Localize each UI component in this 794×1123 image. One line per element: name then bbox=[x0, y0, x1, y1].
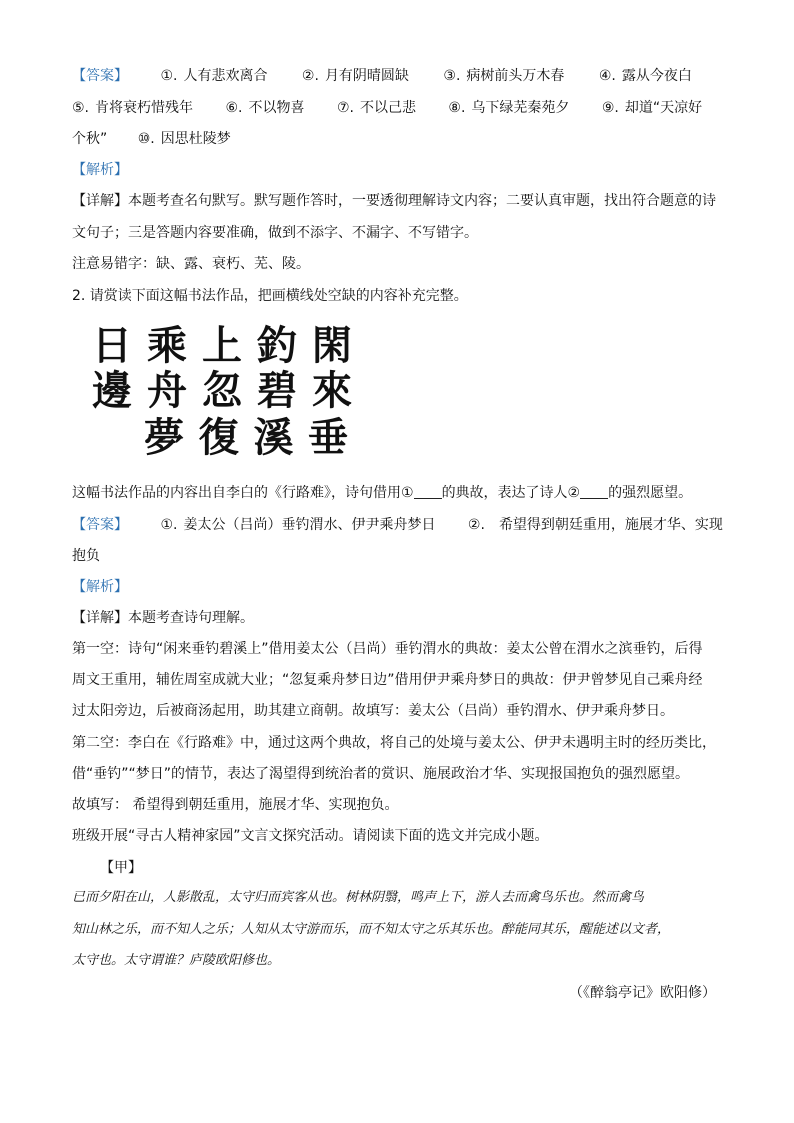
analysis-tag: 【解析】 bbox=[72, 579, 128, 595]
section-intro: 班级开展“寻古人精神家园”文言文探究活动。请阅读下面的选文并完成小题。 bbox=[72, 828, 549, 844]
answer-item: ⑥. 不以物喜 bbox=[225, 100, 305, 116]
answer-item: ③. 病树前头万木春 bbox=[443, 68, 565, 84]
answer-item: 个秋” bbox=[72, 131, 108, 147]
answer-item: ②. 希望得到朝廷重用，施展才华、实现 bbox=[467, 517, 723, 533]
question-text: 这幅书法作品的内容出自李白的《行路难》，诗句借用① 的典故，表达了诗人② 的强烈愿望。 bbox=[72, 485, 693, 501]
calligraphy-char: 邊 bbox=[92, 367, 132, 414]
paragraph-line: 借“垂钓”“梦日”的情节，表达了渴望得到统治者的赏识、施展政治才华、实现报国抱负的强烈愿望。 bbox=[72, 766, 690, 782]
blank-line bbox=[414, 484, 442, 499]
calligraphy-char: 夢 bbox=[144, 414, 184, 461]
calligraphy-row-3 bbox=[138, 414, 354, 461]
calligraphy-char: 忽 bbox=[202, 367, 242, 414]
calligraphy-char: 閑 bbox=[312, 322, 352, 369]
answer-item: ⑩. 因思杜陵梦 bbox=[137, 131, 231, 147]
answer-line-2 bbox=[72, 98, 702, 118]
answer-line-3 bbox=[72, 129, 231, 149]
calligraphy-char: 釣 bbox=[257, 322, 297, 369]
classical-text-line: 太守也。太守谓谁？庐陵欧阳修也。 bbox=[72, 953, 281, 968]
calligraphy-char: 來 bbox=[312, 367, 352, 414]
paragraph-line: 过太阳旁边，后被商汤起用，助其建立商朝。故填写：姜太公（吕尚）垂钓渭水、伊尹乘舟梦日。 bbox=[72, 703, 674, 719]
paragraph-line: 周文王重用，辅佐周室成就大业；“忽复乘舟梦日边”借用伊尹乘舟梦日的典故：伊尹曾梦见自己乘舟经 bbox=[72, 672, 703, 688]
paragraph-line: 第二空：李白在《行路难》中，通过这两个典故，将自己的处境与姜太公、伊尹未遇明主时的经历类比， bbox=[72, 735, 716, 751]
blank-line bbox=[580, 484, 608, 499]
calligraphy-char: 垂 bbox=[307, 414, 348, 461]
calligraphy-row-1 bbox=[86, 322, 358, 369]
answer-tag: 【答案】 bbox=[72, 68, 128, 84]
answer-line bbox=[72, 515, 723, 535]
detail-text: 【详解】本题考查名句默写。默写题作答时，一要透彻理解诗文内容；二要认真审题，找出符合题意的诗 bbox=[72, 193, 716, 209]
answer-item: ④. 露从今夜白 bbox=[598, 68, 692, 84]
calligraphy-char: 舟 bbox=[147, 367, 187, 414]
classical-text-line: 已而夕阳在山，人影散乱，太守归而宾客从也。树林阴翳，鸣声上下，游人去而禽鸟乐也。然而禽鸟 bbox=[72, 890, 645, 905]
calligraphy-char: 溪 bbox=[253, 414, 294, 461]
answer-item: ⑨. 却道“天凉好 bbox=[601, 100, 703, 116]
answer-item: ⑧. 乌下绿芜秦苑夕 bbox=[448, 100, 570, 116]
paragraph-line: 故填写： 希望得到朝廷重用，施展才华、实现抱负。 bbox=[72, 797, 399, 813]
answer-item: ⑤. 肯将衰朽惜残年 bbox=[72, 100, 194, 116]
paragraph-line: 第一空：诗句“闲来垂钓碧溪上”借用姜太公（吕尚）垂钓渭水的典故：姜太公曾在渭水之滨垂钓，后得 bbox=[72, 641, 703, 657]
answer-item: ①. 姜太公（吕尚）垂钓渭水、伊尹乘舟梦日 bbox=[160, 517, 436, 533]
note-text: 注意易错字：缺、露、衰朽、芜、陵。 bbox=[72, 256, 310, 272]
answer-item: ①. 人有悲欢离合 bbox=[160, 68, 268, 84]
answer-cont: 抱负 bbox=[72, 548, 100, 564]
calligraphy-char: 碧 bbox=[257, 367, 297, 414]
answer-item: ⑦. 不以己悲 bbox=[336, 100, 416, 116]
calligraphy-char: 復 bbox=[198, 414, 239, 461]
passage-label: 【甲】 bbox=[100, 860, 142, 876]
question-prompt: 2. 请赏读下面这幅书法作品，把画横线处空缺的内容补充完整。 bbox=[72, 288, 468, 304]
analysis-tag: 【解析】 bbox=[72, 162, 128, 178]
calligraphy-row-2 bbox=[86, 367, 358, 414]
answer-tag: 【答案】 bbox=[72, 517, 128, 533]
calligraphy-char: 日 bbox=[92, 322, 132, 369]
detail-text: 【详解】本题考查诗句理解。 bbox=[72, 610, 254, 626]
answer-line-1 bbox=[72, 66, 692, 86]
calligraphy-char: 上 bbox=[202, 322, 242, 369]
answer-item: ②. 月有阴晴圆缺 bbox=[301, 68, 409, 84]
classical-text-line: 知山林之乐，而不知人之乐；人知从太守游而乐，而不知太守之乐其乐也。醉能同其乐，醒能述以文者， bbox=[72, 922, 671, 937]
detail-text: 文句子；三是答题内容要准确，做到不添字、不漏字、不写错字。 bbox=[72, 225, 478, 241]
calligraphy-char: 乘 bbox=[147, 322, 187, 369]
source-citation: （《醉翁亭记》欧阳修） bbox=[569, 985, 716, 1001]
